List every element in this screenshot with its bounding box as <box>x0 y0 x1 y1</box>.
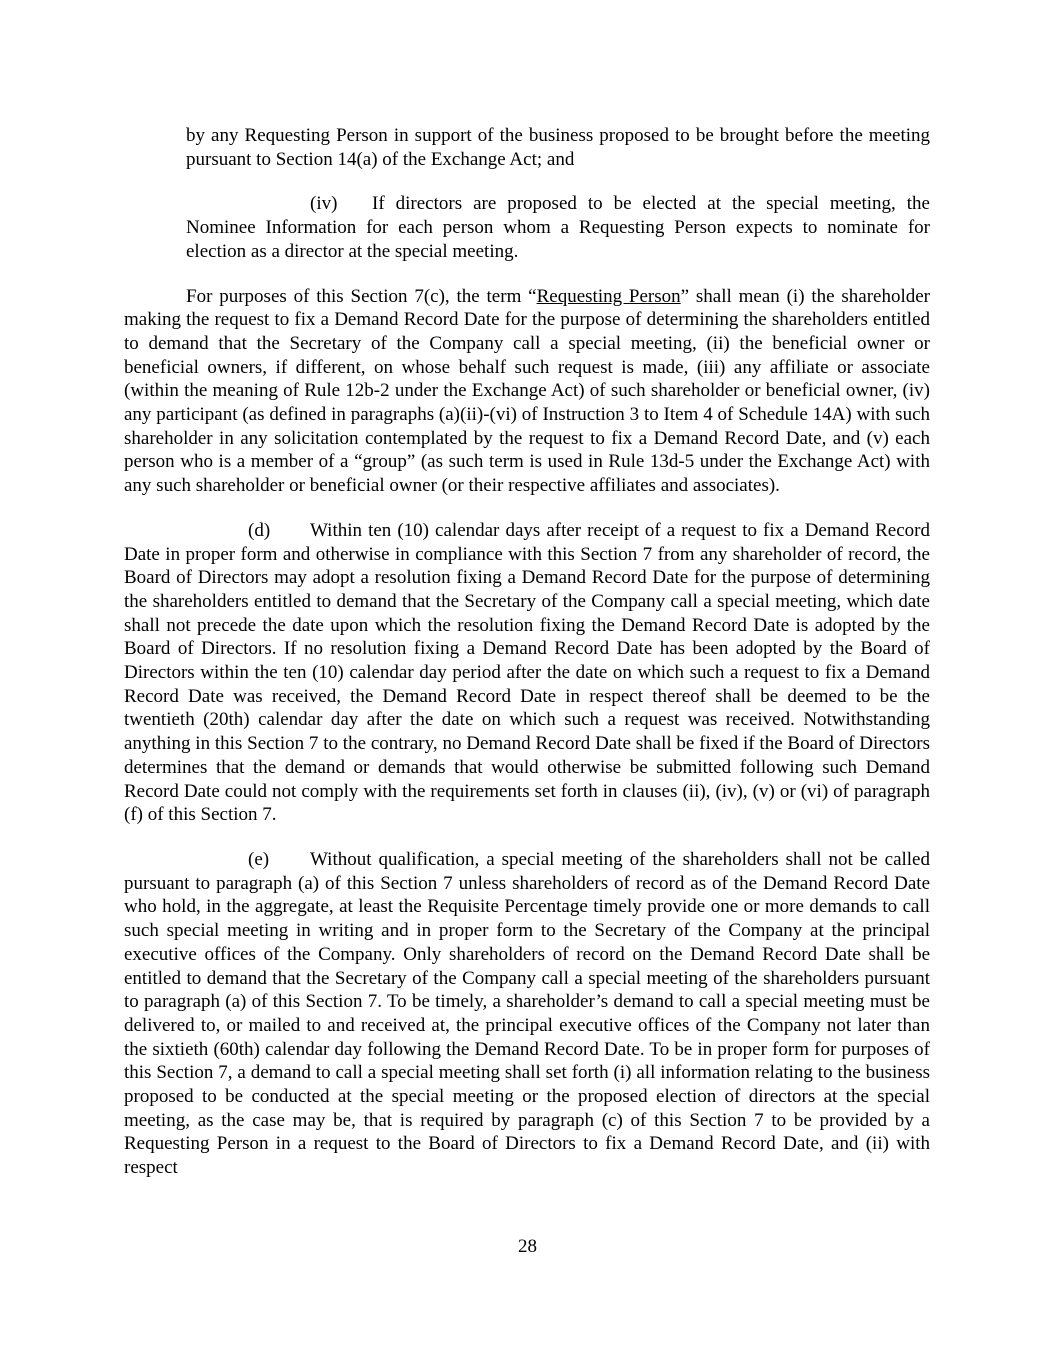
paragraph-e-marker: (e) <box>248 848 270 870</box>
paragraph-iii-continuation: by any Requesting Person in support of the business proposed to be brought before the meeting pursuant to Section 14(a) of the Exchange Act; and <box>186 125 930 170</box>
definition-after: ” shall mean (i) the shareholder making the request to fix a Demand Record Date for the purpose of determining the shareholders entitled to demand that the Secretary of the Company call a special meeting, (ii) the beneficial owner or beneficial owners, if different, on whose behalf such request is made, (iii) any affiliate or associate (within the meaning of Rule 12b-2 under the Exchange Act) of such shareholder or beneficial owner, (iv) any participant (as defined in paragraphs (a)(ii)-(vi) of Instruction 3 to Item 4 of Schedule 14A) with such shareholder in any solicitation contemplated by the request to fix a Demand Record Date, and (v) each person who is a member of a “group” (as such term is used in Rule 13d-5 under the Exchange Act) with any such shareholder or beneficial owner (or their respective affiliates and associates). <box>124 285 931 497</box>
paragraph-d-marker: (d) <box>248 519 271 541</box>
paragraph-e-text: Without qualification, a special meeting of the shareholders shall not be called pursuant to paragraph (a) of this Section 7 unless shareholders of record as of the Demand Record Date who hold, in the aggregate, at least the Requisite Percentage timely provide one or more demands to call such special meeting in writing and in proper form to the Secretary of the Company at the principal executive offices of the Company. Only shareholders of record on the Demand Record Date shall be entitled to demand that the Secretary of the Company call a special meeting of the shareholders pursuant to paragraph (a) of this Section 7. To be timely, a shareholder’s demand to call a special meeting must be delivered to, or mailed to and received at, the principal executive offices of the Company not later than the sixtieth (60th) calendar day following the Demand Record Date. To be in proper form for purposes of this Section 7, a demand to call a special meeting shall set forth (i) all information relating to the business proposed to be conducted at the special meeting or the proposed election of directors at the special meeting, as the case may be, that is required by paragraph (c) of this Section 7 to be provided by a Requesting Person in a request to the Board of Directors to fix a Demand Record Date, and (ii) with respect <box>124 848 930 1179</box>
paragraph-d-text: Within ten (10) calendar days after receipt of a request to fix a Demand Record Date in proper form and otherwise in compliance with this Section 7 from any shareholder of record, the Board of Directors may adopt a resolution fixing a Demand Record Date for the purpose of determining the shareholders entitled to demand that the Secretary of the Company call a special meeting, which date shall not precede the date upon which the resolution fixing the Demand Record Date is adopted by the Board of Directors. If no resolution fixing a Demand Record Date has been adopted by the Board of Directors within the ten (10) calendar day period after the date on which such a request to fix a Demand Record Date was received, the Demand Record Date in respect thereof shall be deemed to be the twentieth (20th) calendar day after the date on which such a request was received. Notwithstanding anything in this Section 7 to the contrary, no Demand Record Date shall be fixed if the Board of Directors determines that the demand or demands that would otherwise be submitted following such Demand Record Date could not comply with the requirements set forth in clauses (ii), (iv), (v) or (vi) of paragraph (f) of this Section 7. <box>124 519 930 826</box>
document-page <box>124 124 930 1180</box>
paragraph-e <box>124 848 930 1180</box>
requesting-person-definition <box>124 285 930 498</box>
paragraph-iv <box>186 192 930 263</box>
paragraph-iv-text: If directors are proposed to be elected at the special meeting, the Nominee Information for each person whom a Requesting Person expects to nominate for election as a director at the special meeting. <box>186 193 930 262</box>
page-number: 28 <box>518 1236 537 1257</box>
paragraph-iv-marker: (iv) <box>310 193 338 215</box>
defined-term-requesting-person: Requesting Person <box>536 285 681 307</box>
definition-before: For purposes of this Section 7(c), the term “ <box>186 285 537 307</box>
paragraph-iv-block <box>124 192 930 263</box>
paragraph-iii-continuation-block <box>124 124 930 171</box>
paragraph-d <box>124 519 930 827</box>
